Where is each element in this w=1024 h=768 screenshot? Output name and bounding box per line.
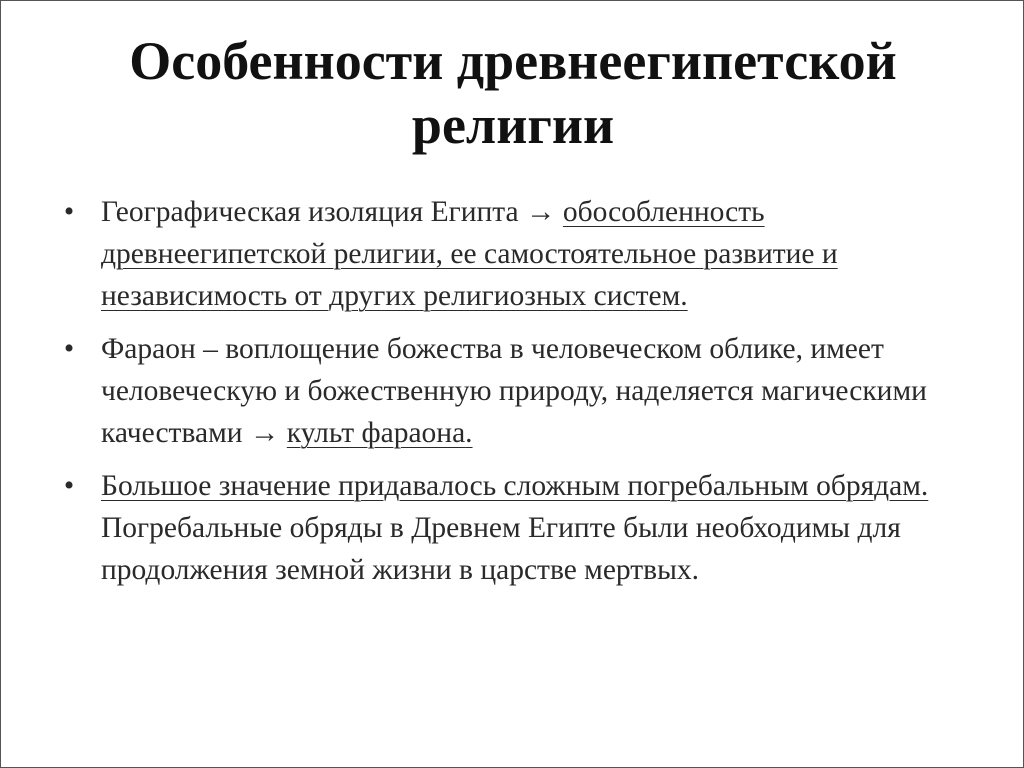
bullet-icon: • (63, 333, 75, 365)
slide-title-line-1: Особенности древнеегипетской (129, 31, 897, 91)
bullet-icon: • (63, 470, 75, 502)
bullet-item-isolation (59, 191, 989, 317)
bullet-item-funeral-rites (59, 465, 989, 591)
bullet-text-lead: Географическая изоляция Египта → (101, 196, 563, 228)
bullet-text-underlined: Большое значение придавалось сложным погребальным обрядам. (101, 470, 929, 502)
bullet-item-pharaoh (59, 328, 989, 454)
slide-title-line-2: религии (411, 95, 615, 155)
bullet-text-tail: . (465, 417, 473, 449)
slide-title (1, 29, 1024, 157)
bullet-icon: • (63, 196, 75, 228)
bullet-text-underlined: культ фараона (286, 417, 466, 449)
bullet-text-tail: Погребальные обряды в Древнем Египте были необходимы для продолжения земной жизни в царстве мертвых. (101, 512, 901, 586)
bullet-list (59, 191, 989, 602)
bullet-text-underlined: обособленность древнеегипетской религии, ее самостоятельное развитие и независимость от других религиозных систем. (101, 196, 838, 312)
bullet-text-lead: Фараон – воплощение божества в человеческом облике, имеет человеческую и божественную природу, наделяется магическими качествами → (101, 333, 927, 449)
